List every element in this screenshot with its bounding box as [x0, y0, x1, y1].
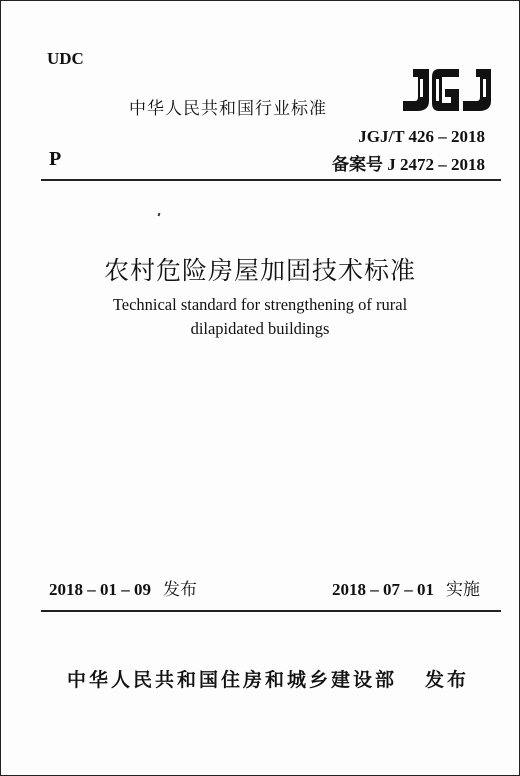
print-speck — [158, 213, 161, 217]
issue-date: 2018 – 01 – 09 — [49, 580, 151, 599]
publisher-name: 中华人民共和国住房和城乡建设部 — [67, 669, 398, 691]
issue-date-line — [49, 575, 197, 600]
header-divider — [41, 179, 501, 181]
classification-code: P — [49, 148, 62, 170]
jgj-logo-graphic — [399, 65, 493, 115]
footer-divider — [41, 610, 501, 612]
publisher-label: 发布 — [425, 669, 470, 691]
issue-label: 发布 — [163, 580, 197, 600]
title-english — [1, 293, 519, 341]
udc-label: UDC — [47, 49, 84, 68]
jgj-logo-icon — [399, 65, 493, 115]
title-english-line1: Technical standard for strengthening of rural — [112, 295, 408, 314]
implementation-label: 实施 — [446, 580, 480, 600]
standard-category: 中华人民共和国行业标准 — [129, 99, 327, 119]
implementation-date-line — [332, 575, 488, 600]
title-chinese: 农村危险房屋加固技术标准 — [103, 256, 416, 285]
title-english-line2: dilapidated buildings — [190, 319, 330, 338]
publisher-line — [67, 665, 469, 692]
record-number: 备案号 J 2472 – 2018 — [332, 155, 485, 174]
implementation-date: 2018 – 07 – 01 — [332, 580, 434, 599]
standard-number: JGJ/T 426 – 2018 — [358, 127, 485, 146]
